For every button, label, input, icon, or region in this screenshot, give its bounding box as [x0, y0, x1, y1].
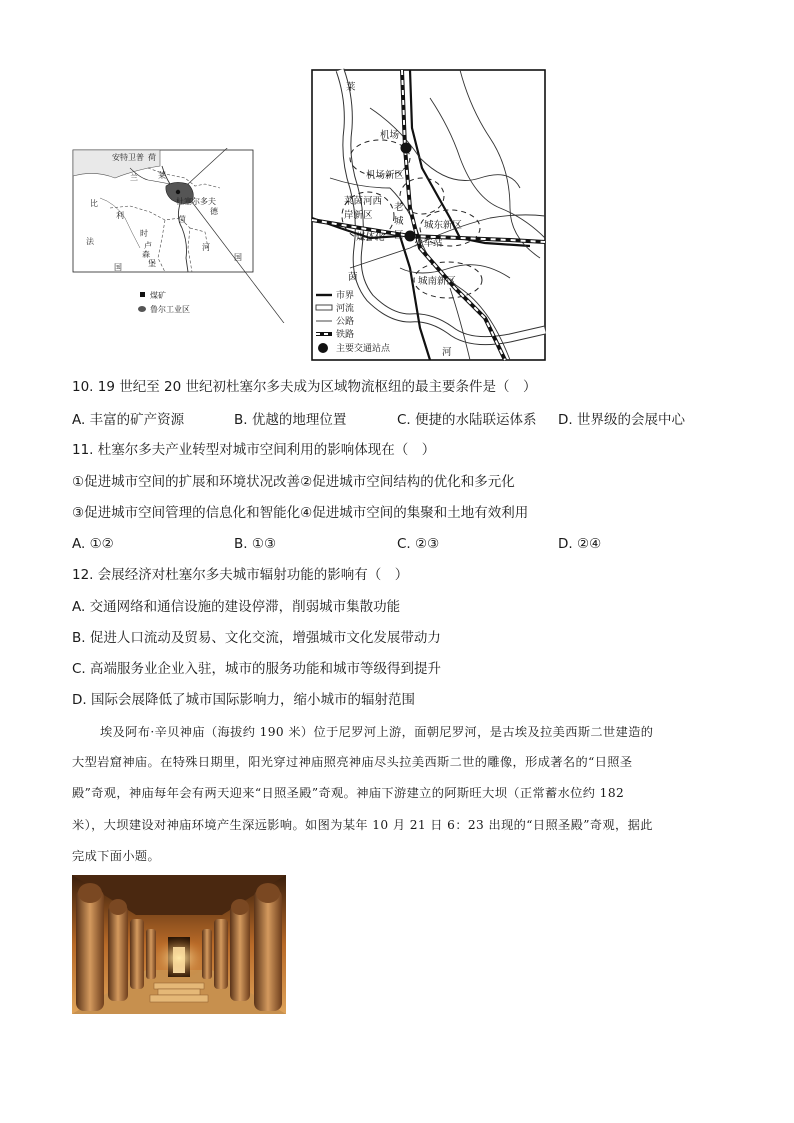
label-yin: 茵: [348, 272, 358, 283]
q12-option-b[interactable]: B. 促进人口流动及贸易、文化交流，增强城市文化发展带动力: [72, 630, 441, 646]
legend-river: 河流: [336, 304, 355, 314]
temple-photo: [72, 875, 286, 1014]
q10-stem: 10. 19 世纪至 20 世纪初杜塞尔多夫成为区域物流枢纽的最主要条件是（ ）: [72, 379, 537, 395]
label-old-3: 区: [394, 230, 404, 241]
passage-line-5: 完成下面小题。: [72, 849, 161, 863]
label-airport-new: 机场新区: [366, 170, 405, 181]
label-sen: 森: [142, 250, 150, 259]
q11-option-d[interactable]: D. ②④: [558, 536, 602, 552]
label-coal-city: 煤体化: [356, 232, 385, 243]
label-east-new: 城东新区: [424, 220, 463, 231]
label-guo: 国: [114, 263, 122, 272]
q11-stem: 11. 杜塞尔多夫产业转型对城市空间利用的影响体现在（ ）: [72, 442, 436, 458]
q11-statements-2: ③促进城市空间管理的信息化和智能化④促进城市空间的集聚和土地有效利用: [72, 505, 529, 521]
q10-option-d[interactable]: D. 世界级的会展中心: [558, 412, 685, 428]
label-lan: 兰: [130, 173, 138, 182]
label-lai: 莱: [346, 82, 356, 93]
legend-road: 公路: [336, 317, 355, 327]
passage-line-4: 米），大坝建设对神庙环境产生深远影响。如图为某年 10 月 21 日 6：23 出现的“日照圣殿”奇观，据此: [72, 818, 653, 832]
label-yin: 茵: [178, 215, 186, 224]
label-left-bank: 莱茵河西: [344, 196, 383, 207]
label-fa: 法: [86, 237, 94, 246]
q11-statements-1: ①促进城市空间的扩展和环境状况改善②促进城市空间结构的优化和多元化: [72, 474, 515, 490]
q12-stem: 12. 会展经济对杜塞尔多夫城市辐射功能的影响有（ ）: [72, 567, 409, 583]
passage-line-1: 埃及阿布·辛贝神庙（海拔约 190 米）位于尼罗河上游，面朝尼罗河，是古埃及拉美西斯二世建造的: [100, 725, 654, 739]
q12-option-c[interactable]: C. 高端服务业企业入驻，城市的服务功能和城市等级得到提升: [72, 661, 442, 677]
ruhr-legend-symbol: [138, 306, 146, 312]
label-south-new: 城南新区: [418, 276, 457, 287]
q10-option-a[interactable]: A. 丰富的矿产资源: [72, 412, 185, 428]
label-left-bank-2: 岸新区: [344, 210, 373, 221]
label-he: 河: [442, 347, 452, 358]
coal-mine-marker: [176, 190, 180, 194]
legend-coal: 煤矿: [150, 291, 166, 300]
label-he2: 河: [202, 243, 210, 252]
label-lu: 卢: [144, 241, 152, 250]
label-bi: 比: [90, 199, 98, 208]
label-de: 德: [210, 207, 218, 216]
legend-boundary: 市界: [336, 291, 355, 301]
label-city: 杜塞尔多夫: [176, 197, 216, 206]
q10-option-c[interactable]: C. 便捷的水陆联运体系: [397, 412, 537, 428]
legend-railway: 铁路: [336, 330, 355, 340]
q10-option-b[interactable]: B. 优越的地理位置: [234, 412, 347, 428]
q11-option-b[interactable]: B. ①③: [234, 536, 277, 552]
coal-legend-symbol: [140, 292, 145, 297]
label-airport: 机场: [380, 130, 400, 141]
label-bao: 堡: [148, 259, 156, 268]
legend-ruhr: 鲁尔工业区: [150, 305, 190, 314]
passage-line-3: 殿”奇观，神庙每年会有两天迎来“日照圣殿”奇观。神庙下游建立的阿斯旺大坝（正常蓄水位约 182: [72, 786, 625, 800]
q12-option-d[interactable]: D. 国际会展降低了城市国际影响力，缩小城市的辐射范围: [72, 692, 415, 708]
q11-option-a[interactable]: A. ①②: [72, 536, 114, 552]
label-lai: 莱: [158, 171, 166, 180]
legend-station: 主要交通站点: [336, 344, 391, 354]
label-shi: 时: [140, 229, 148, 238]
label-old-2: 城: [394, 216, 404, 227]
label-guo2: 国: [234, 253, 242, 262]
airport-station: [401, 143, 412, 154]
label-li: 利: [116, 211, 124, 220]
label-he: 荷: [148, 153, 156, 162]
city-map: [310, 68, 550, 363]
steps: [150, 983, 208, 1002]
label-antwerp: 安特卫普: [112, 153, 144, 162]
label-station: 火车站: [414, 238, 443, 249]
passage-line-2: 大型岩窟神庙。在特殊日期里，阳光穿过神庙照亮神庙尽头拉美西斯二世的雕像，形成著名的“日照圣: [72, 755, 633, 769]
label-old-1: 老: [394, 202, 404, 213]
q12-option-a[interactable]: A. 交通网络和通信设施的建设停滞，削弱城市集散功能: [72, 599, 401, 615]
q11-option-c[interactable]: C. ②③: [397, 536, 440, 552]
